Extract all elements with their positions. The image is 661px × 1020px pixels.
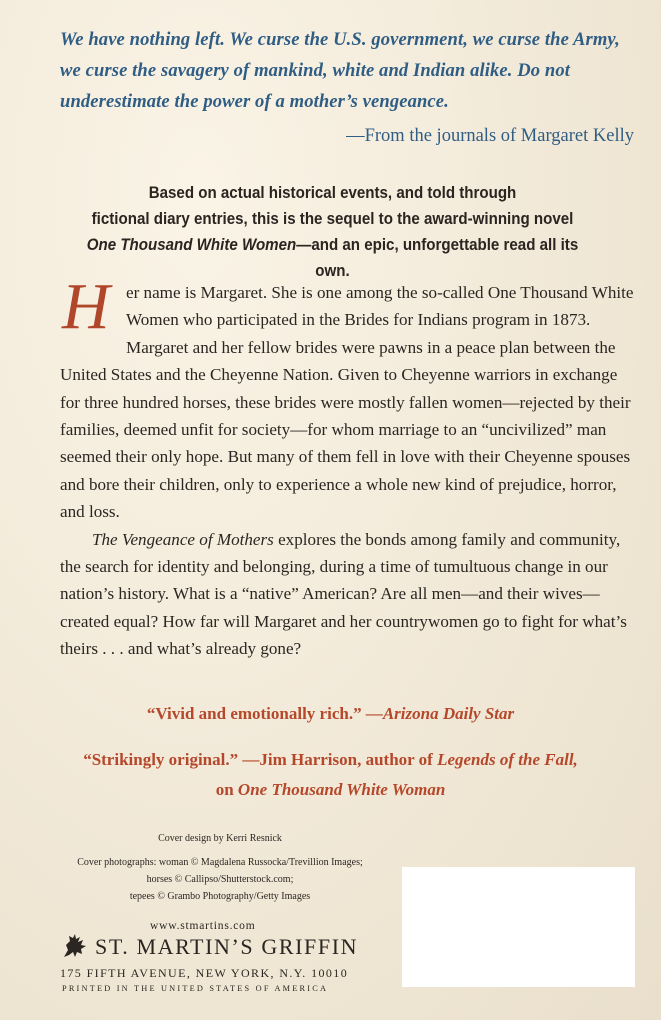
- review-2-quote: “Strikingly original.”: [83, 750, 239, 769]
- review-2-on: on: [215, 780, 238, 799]
- review-2: [0, 745, 661, 805]
- cover-design-credit: Cover design by Kerri Resnick: [158, 833, 282, 844]
- photo-credit-line-2: horses © Callipso/Shutterstock.com;: [146, 874, 294, 885]
- review-1-quote: “Vivid and emotionally rich.”: [146, 704, 362, 723]
- griffin-icon: [60, 930, 90, 960]
- description-paragraph-2: [60, 526, 638, 663]
- publisher-url: www.stmartins.com: [150, 920, 256, 932]
- publisher-name: ST. MARTIN’S GRIFFIN: [95, 934, 359, 959]
- tagline-book-title: One Thousand White Women: [86, 235, 297, 254]
- description-book-title: The Vengeance of Mothers: [92, 529, 274, 549]
- printed-in: PRINTED IN THE UNITED STATES OF AMERICA: [62, 984, 329, 993]
- cover-credits: [20, 830, 420, 905]
- tagline: [69, 180, 596, 284]
- epigraph-attribution: —From the journals of Margaret Kelly: [346, 126, 634, 146]
- description-paragraph-1: [60, 270, 638, 526]
- description-paragraph-1-text: er name is Margaret. She is one among the so-called One Thousand White Women who participated in the Brides for Indians program in 1873. Margaret and her fellow brides were pawns in a peace plan between the United States and the Cheyenne Nation. Given to Cheyenne warriors in exchange for three hundred horses, these brides were mostly fallen women—rejected by their families, deemed unfit for society—for whom marriage to an “uncivilized” man seemed their only hope. But many of them fell in love with their Cheyenne spouses and bore their children, only to experience a whole new kind of prejudice, horror, and loss.: [60, 283, 634, 522]
- epigraph-quote: We have nothing left. We curse the U.S. government, we curse the Army, we curse the savagery of mankind, white and Indian alike. Do not underestimate the power of a mother’s vengeance.: [60, 29, 620, 112]
- tagline-line-3: [69, 232, 596, 284]
- review-2-source-title: Legends of the Fall,: [437, 750, 578, 769]
- photo-credit-line-3: tepees © Grambo Photography/Getty Images: [129, 891, 311, 902]
- description-paragraph-2-text: explores the bonds among family and community, the search for identity and belonging, during a time of tumultuous change in our nation’s history. What is a “native” American? Are all men—and their wives—created equal? How far will Margaret and her countrywomen go to fight for what’s theirs . . . and what’s already gone?: [60, 529, 627, 659]
- drop-cap: H: [62, 270, 110, 343]
- photo-credit-line-1: Cover photographs: woman © Magdalena Russocka/Trevillion Images;: [77, 857, 363, 868]
- book-description: [60, 270, 638, 663]
- review-2-line-1: [0, 745, 661, 775]
- review-1: [0, 704, 661, 724]
- review-2-line-2: [0, 775, 661, 805]
- publisher-address: 175 FIFTH AVENUE, NEW YORK, N.Y. 10010: [60, 966, 349, 980]
- barcode-area: [402, 867, 635, 987]
- tagline-line-3-rest: —and an epic, unforgettable read all its own.: [296, 235, 579, 280]
- review-2-source: —Jim Harrison, author of: [238, 750, 438, 769]
- tagline-line-1: Based on actual historical events, and told through: [148, 183, 517, 202]
- review-2-book-title: One Thousand White Woman: [237, 780, 446, 799]
- tagline-line-2: fictional diary entries, this is the sequel to the award-winning novel: [91, 209, 574, 228]
- review-1-source: —Arizona Daily Star: [361, 704, 515, 723]
